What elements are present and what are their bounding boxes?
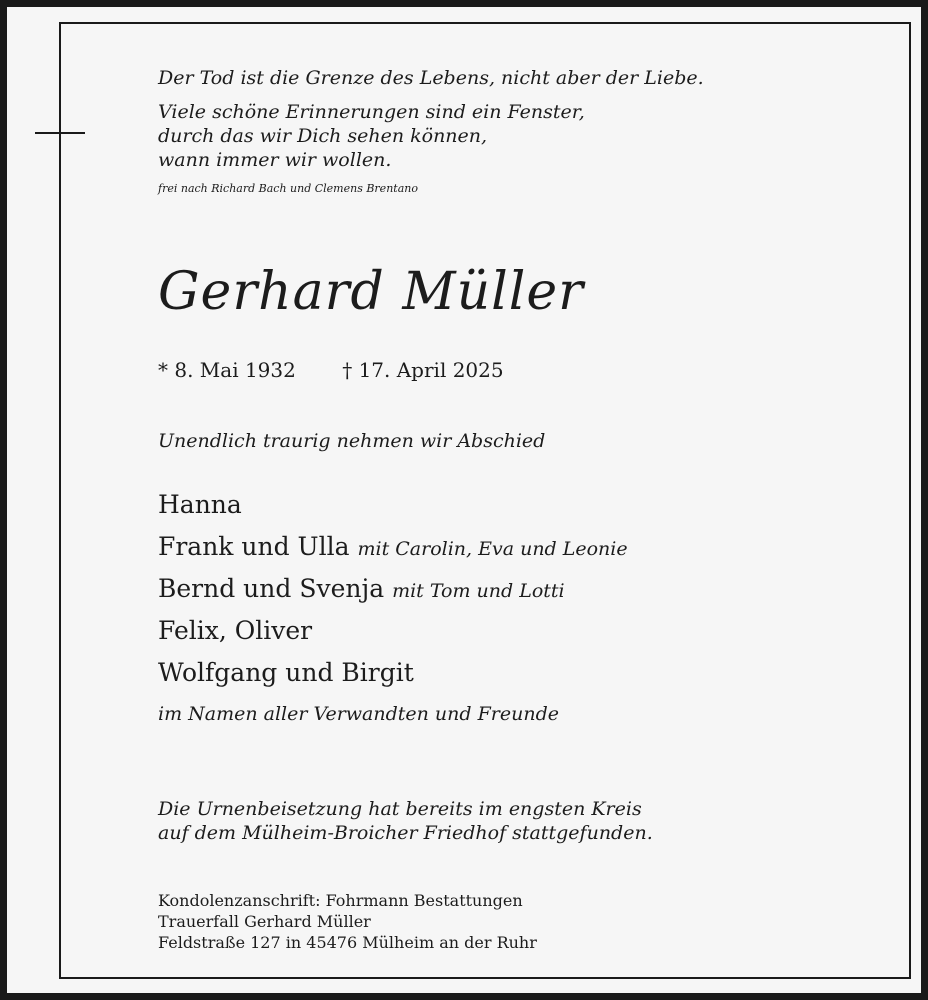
family-main: Wolfgang und Birgit	[158, 658, 414, 687]
mourning-text: Unendlich traurig nehmen wir Abschied	[158, 430, 546, 452]
family-main: Hanna	[158, 490, 242, 519]
condolence-line-3: Feldstraße 127 in 45476 Mülheim an der Ruhr	[158, 933, 537, 952]
cross-icon-horizontal	[35, 132, 85, 134]
family-extra: mit Tom und Lotti	[392, 580, 565, 602]
burial-notice	[158, 797, 653, 845]
family-line-5	[158, 658, 414, 687]
life-dates	[158, 358, 504, 382]
quote-line-1: Der Tod ist die Grenze des Lebens, nicht aber der Liebe.	[158, 67, 704, 89]
birth-date: * 8. Mai 1932	[158, 358, 296, 382]
burial-line-2: auf dem Mülheim-Broicher Friedhof stattgefunden.	[158, 822, 653, 844]
family-main: Bernd und Svenja	[158, 574, 385, 603]
deceased-name: Gerhard Müller	[158, 262, 584, 322]
family-line-4	[158, 616, 312, 645]
cross-icon-vertical	[59, 90, 61, 290]
family-extra: mit Carolin, Eva und Leonie	[357, 538, 628, 560]
family-main: Frank und Ulla	[158, 532, 350, 561]
condolence-address	[158, 890, 537, 953]
burial-line-1: Die Urnenbeisetzung hat bereits im engsten Kreis	[158, 798, 642, 820]
quote-line-2: Viele schöne Erinnerungen sind ein Fenster,	[158, 101, 585, 123]
condolence-line-1: Kondolenzanschrift: Fohrmann Bestattungen	[158, 891, 523, 910]
family-main: Felix, Oliver	[158, 616, 313, 645]
quote-source: frei nach Richard Bach und Clemens Brentano	[158, 182, 418, 195]
quote-line-3: durch das wir Dich sehen können,	[158, 125, 488, 147]
family-line-3	[158, 574, 565, 603]
condolence-line-2: Trauerfall Gerhard Müller	[158, 912, 371, 931]
on-behalf-text: im Namen aller Verwandten und Freunde	[158, 703, 559, 725]
death-date: † 17. April 2025	[342, 358, 504, 382]
quote-line-4: wann immer wir wollen.	[158, 149, 392, 171]
family-line-2	[158, 532, 628, 561]
family-line-1	[158, 490, 242, 519]
